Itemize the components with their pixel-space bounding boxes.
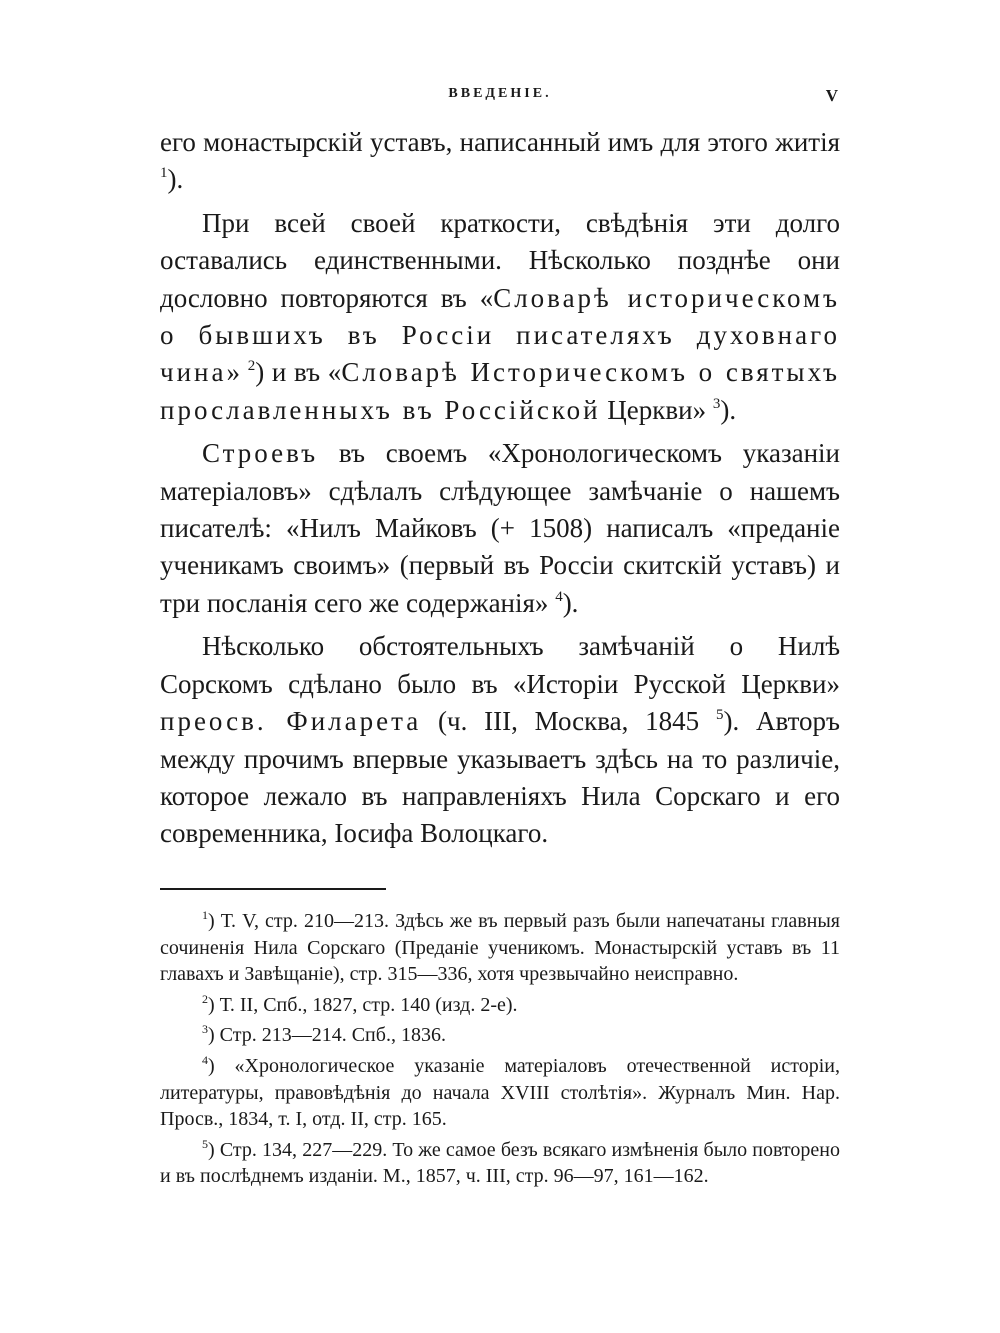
spaced-title: Словарѣ историческомъ о бывшихъ въ Россіи писателяхъ духовнаго чина <box>160 282 840 388</box>
footnote-text: ) «Хронологическое указаніе матеріаловъ отечественной исторіи, литературы, правовѣдѣнія до начала XVIII столѣтія». Журналъ Мин. Нар. Просв., 1834, т. I, отд. II, стр. 165. <box>160 1054 840 1131</box>
spaced-title: Словарѣ Историческомъ о святыхъ прославленныхъ въ Россійской <box>160 357 841 425</box>
text-run: Нѣсколько обстоятельныхъ замѣчаній о Нилѣ Сорскомъ сдѣлано было въ «Исторіи Русской Церкви» <box>160 631 840 699</box>
text-run: (ч. III, Москва, 1845 <box>421 706 716 737</box>
running-head <box>160 82 840 112</box>
footnote-2 <box>160 992 840 1019</box>
footnote-text: ) Т. II, Спб., 1827, стр. 140 (изд. 2-е). <box>208 993 518 1016</box>
text-run: ) и въ « <box>255 357 342 388</box>
spaced-author-name: преосв. Филарета <box>160 706 422 737</box>
footnote-text: ) Стр. 134, 227—229. То же самое безъ всякаго измѣненія было повторено и въ послѣднемъ изданіи. М., 1857, ч. III, стр. 96—97, 161—162. <box>160 1138 840 1188</box>
page-number: V <box>825 86 838 105</box>
footnote-mark: 4 <box>202 1052 208 1067</box>
footnote-mark: 2 <box>202 991 208 1006</box>
text-run: ). <box>562 587 579 618</box>
text-run: его монастырскій уставъ, написанный имъ для этого житія <box>160 127 840 157</box>
footnotes <box>160 908 840 1194</box>
text-run: ). <box>167 164 184 195</box>
main-text <box>160 124 840 853</box>
paragraph-1 <box>160 124 840 199</box>
paragraph-3 <box>160 435 840 622</box>
footnote-ref-1: 1 <box>160 165 168 182</box>
text-run: При всей своей краткости, свѣдѣнія эти долго оставались единственными. Нѣсколько позднѣе они дословно повторяются въ « <box>160 207 840 313</box>
footnote-text: ) Стр. 213—214. Спб., 1836. <box>208 1024 446 1047</box>
footnote-5 <box>160 1137 840 1190</box>
footnote-text: ) Т. V, стр. 210—213. Здѣсь же въ первый разъ были напечатаны главныя сочиненія Нила Сорскаго (Преданіе ученикомъ. Монастырскій уставъ въ 11 главахъ и Завѣщаніе), стр. 315—336, хотя чрезвычайно неисправно. <box>160 910 840 986</box>
footnote-divider <box>160 888 386 890</box>
chapter-title: ВВЕДЕНІЕ. <box>448 86 552 101</box>
paragraph-2 <box>160 205 840 429</box>
text-run: ). <box>720 394 737 425</box>
text-run: въ своемъ «Хронологическомъ указаніи матеріаловъ» сдѣлалъ слѣдующее замѣчаніе о нашемъ писателѣ: «Нилъ Майковъ (+ 1508) написалъ «преданіе ученикамъ своимъ» (первый въ Россіи скитскій уставъ) и три посланія сего же содержанія» <box>160 438 840 618</box>
paragraph-4 <box>160 628 840 852</box>
spaced-author-name: Строевъ <box>202 438 319 469</box>
footnote-mark: 5 <box>202 1136 208 1151</box>
footnote-4 <box>160 1053 840 1133</box>
footnote-mark: 1 <box>202 908 208 922</box>
footnote-ref-4: 4 <box>555 588 563 605</box>
footnote-1 <box>160 908 840 988</box>
text-run: » <box>226 357 248 388</box>
footnote-3 <box>160 1022 840 1049</box>
footnote-ref-3: 3 <box>712 395 721 412</box>
text-run: ). Авторъ между прочимъ впервые указываетъ здѣсь на то различіе, которое лежало въ направленіяхъ Нила Сорскаго и его современника, Іосифа Волоцкаго. <box>160 706 840 849</box>
footnote-ref-5: 5 <box>715 707 724 724</box>
footnote-ref-2: 2 <box>247 358 256 375</box>
footnote-mark: 3 <box>202 1022 208 1037</box>
text-run: Церкви» <box>600 394 713 425</box>
